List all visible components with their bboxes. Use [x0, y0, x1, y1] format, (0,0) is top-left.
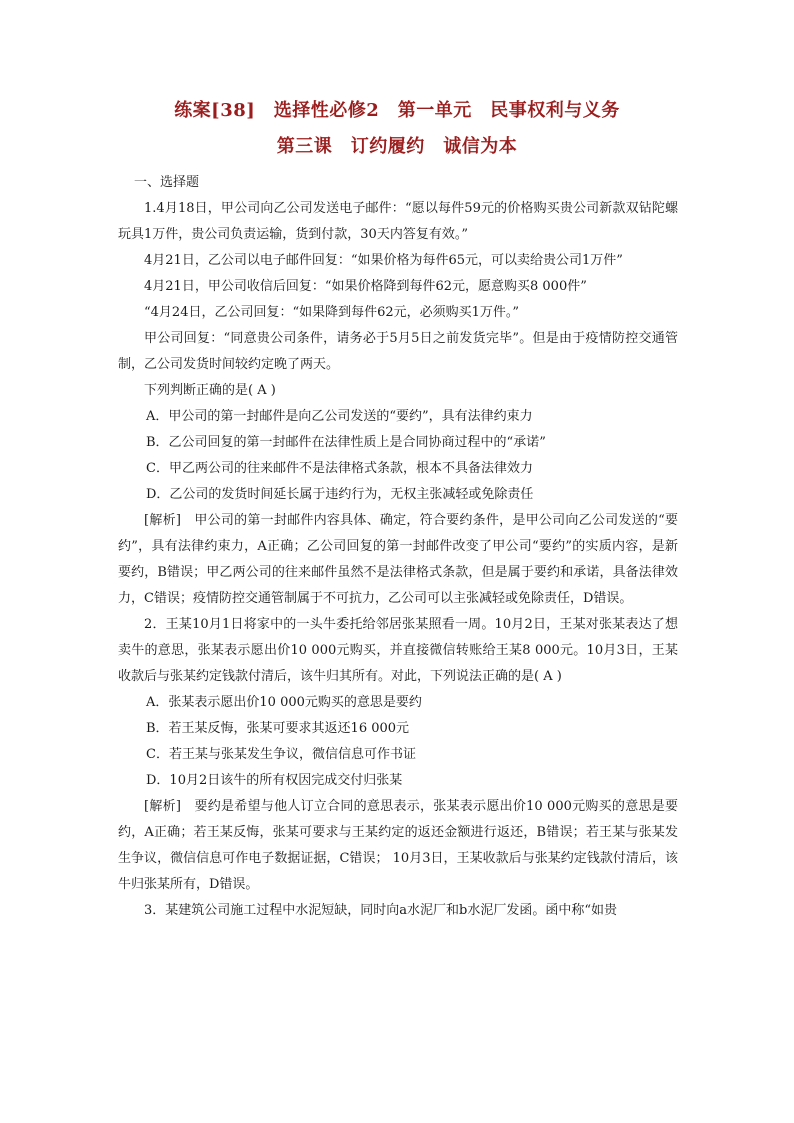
analysis-text: 要约是希望与他人订立合同的意思表示，张某表示愿出价10 000元购买的意思是要约，A正确；若王某反悔，张某可要求与王某约定的返还金额进行返还，B错误；若王某与张某发生争议，微信信息可作电子数据证据，C错误； 10月3日，王某收款后与张某约定钱款付清后，该牛归张某所有，D错误。 [118, 799, 678, 892]
q2-option-d: D．10月2日该牛的所有权因完成交付归张某 [146, 773, 403, 788]
q2-analysis [118, 794, 678, 898]
q2-option-c: C．若王某与张某发生争议，微信信息可作书证 [146, 747, 416, 762]
q1-option-b: B．乙公司回复的第一封邮件在法律性质上是合同协商过程中的“承诺” [146, 435, 546, 450]
q1-stem-line: 4月21日，甲公司收信后回复：“如果价格降到每件62元，愿意购买8 000件” [144, 279, 587, 294]
q1-stem-line: “4月24日，乙公司回复：“如果降到每件62元，必须购买1万件。” [144, 305, 520, 320]
q2-stem: 2．王某10月1日将家中的一头牛委托给邻居张某照看一周。10月2日，王某对张某表达了想卖牛的意思，张某表示愿出价10 000元购买，并直接微信转账给王某8 000元。10月3日，王某收款后与张某约定钱款付清后，该牛归其所有。对此，下列说法正确的是( A ) [118, 617, 678, 684]
document-body [118, 170, 678, 924]
q1-question: 下列判断正确的是( A ) [144, 383, 276, 398]
q1-stem-line: 甲公司回复：“同意贵公司条件，请务必于5月5日之前发货完毕”。但是由于疫情防控交通管制，乙公司发货时间较约定晚了两天。 [118, 331, 678, 372]
q1-analysis [118, 508, 678, 612]
q3-stem: 3．某建筑公司施工过程中水泥短缺，同时向a水泥厂和b水泥厂发函。函中称“如贵 [144, 903, 617, 918]
q1-option-a: A．甲公司的第一封邮件是向乙公司发送的“要约”，具有法律约束力 [146, 409, 533, 424]
q1-stem-line: 1.4月18日，甲公司向乙公司发送电子邮件：“愿以每件59元的价格购买贵公司新款双钻陀螺玩具1万件，贵公司负责运输，货到付款，30天内答复有效。” [118, 201, 678, 242]
q1-option-c: C．甲乙两公司的往来邮件不是法律格式条款，根本不具备法律效力 [146, 461, 533, 476]
q1-option-d: D．乙公司的发货时间延长属于违约行为，无权主张减轻或免除责任 [146, 487, 534, 502]
section-heading: 一、选择题 [134, 175, 200, 190]
q2-option-a: A．张某表示愿出价10 000元购买的意思是要约 [146, 695, 422, 710]
doc-subtitle: 第三课 订约履约 诚信为本 [276, 136, 518, 157]
q2-option-b: B．若王某反悔，张某可要求其返还16 000元 [146, 721, 410, 736]
doc-title: 练案[38] 选择性必修2 第一单元 民事权利与义务 [174, 100, 620, 121]
q1-stem-line: 4月21日，乙公司以电子邮件回复：“如果价格为每件65元，可以卖给贵公司1万件” [144, 253, 623, 268]
analysis-label: [解析] [144, 799, 181, 814]
analysis-text: 甲公司的第一封邮件内容具体、确定，符合要约条件，是甲公司向乙公司发送的“要约”，具有法律约束力，A正确；乙公司回复的第一封邮件改变了甲公司“要约”的实质内容，是新要约，B错误；甲乙两公司的往来邮件虽然不是法律格式条款，但是属于要约和承诺，具备法律效力，C错误；疫情防控交通管制属于不可抗力，乙公司可以主张减轻或免除责任，D错误。 [118, 513, 678, 606]
analysis-label: [解析] [144, 513, 181, 528]
